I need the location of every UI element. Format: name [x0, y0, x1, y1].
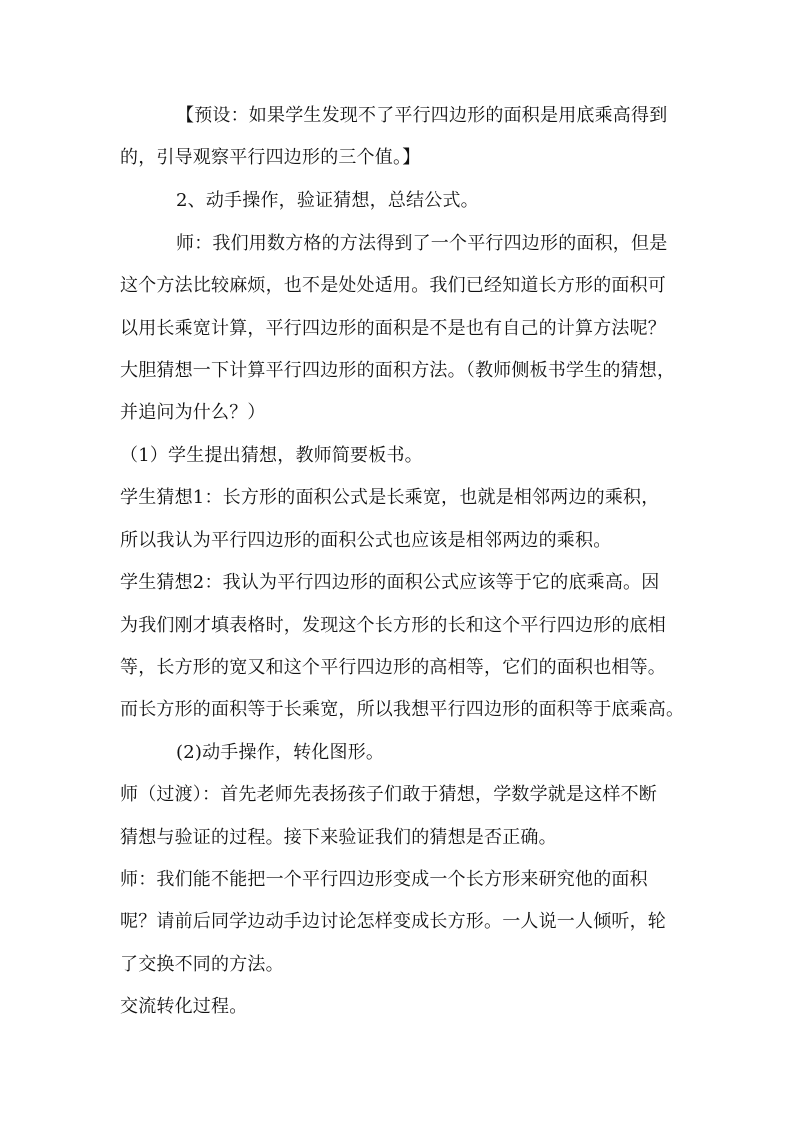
teacher-question-line-3: 了交换不同的方法。 — [120, 954, 284, 975]
guess-2-line-2: 为我们刚才填表格时，发现这个长方形的长和这个平行四边形的底相 — [120, 615, 666, 636]
teacher-question-line-2: 呢？请前后同学边动手边讨论怎样变成长方形。一人说一人倾听，轮 — [120, 911, 666, 932]
transition-line-2: 猜想与验证的过程。接下来验证我们的猜想是否正确。 — [120, 827, 557, 848]
guess-2-line-4: 而长方形的面积等于长乘宽，所以我想平行四边形的面积等于底乘高。 — [120, 699, 685, 720]
teacher-paragraph-line-3: 以用长乘宽计算，平行四边形的面积是不是也有自己的计算方法呢？ — [120, 318, 666, 339]
guess-2-line-1: 学生猜想2：我认为平行四边形的面积公式应该等于它的底乘高。因 — [120, 572, 660, 593]
transition-line-1: 师（过渡）：首先老师先表扬孩子们敢于猜想，学数学就是这样不断 — [120, 784, 657, 805]
section-heading-2: 2、动手操作，验证猜想，总结公式。 — [176, 190, 479, 211]
guess-1-line-1: 学生猜想1：长方形的面积公式是长乘宽，也就是相邻两边的乘积， — [120, 487, 660, 508]
preset-note-line-1: 【预设：如果学生发现不了平行四边形的面积是用底乘高得到 — [176, 105, 668, 126]
guess-2-line-3: 等，长方形的宽又和这个平行四边形的高相等，它们的面积也相等。 — [120, 657, 666, 678]
teacher-paragraph-line-4: 大胆猜想一下计算平行四边形的面积方法。（教师侧板书学生的猜想， — [120, 360, 676, 381]
guess-1-line-2: 所以我认为平行四边形的面积公式也应该是相邻两边的乘积。 — [120, 530, 612, 551]
teacher-question-line-1: 师：我们能不能把一个平行四边形变成一个长方形来研究他的面积 — [120, 869, 648, 890]
teacher-paragraph-line-5: 并追问为什么？） — [120, 402, 266, 423]
step-1-heading: （1）学生提出猜想，教师简要板书。 — [120, 445, 423, 466]
exchange-process-line: 交流转化过程。 — [120, 996, 248, 1017]
teacher-paragraph-line-1: 师：我们用数方格的方法得到了一个平行四边形的面积，但是 — [176, 233, 668, 254]
teacher-paragraph-line-2: 这个方法比较麻烦，也不是处处适用。我们已经知道长方形的面积可 — [120, 275, 666, 296]
step-2-heading: (2)动手操作，转化图形。 — [176, 742, 385, 763]
preset-note-line-2: 的，引导观察平行四边形的三个值。】 — [120, 147, 421, 168]
